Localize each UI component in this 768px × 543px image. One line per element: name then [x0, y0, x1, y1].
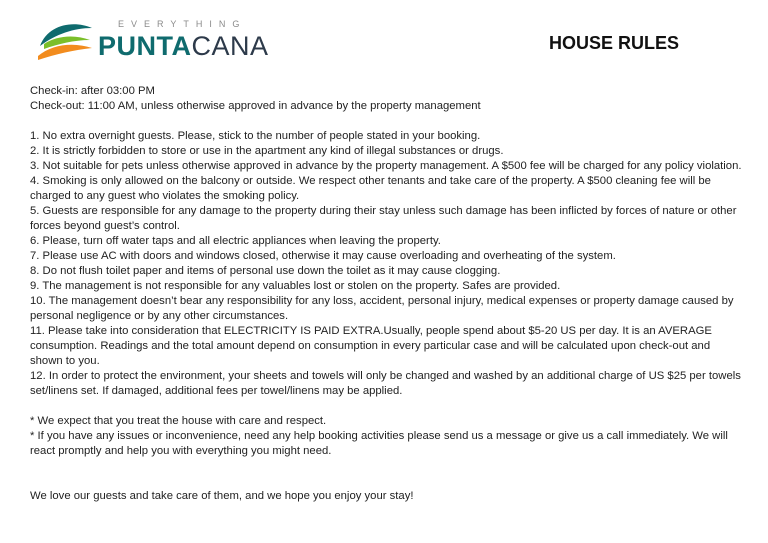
- rule-item: 1. No extra overnight guests. Please, stick to the number of people stated in your booking.: [30, 130, 481, 142]
- logo: [34, 16, 269, 66]
- rules-document: [30, 84, 742, 504]
- logo-brand: [98, 31, 269, 61]
- logo-emblem-icon: [34, 16, 96, 66]
- rule-item: 9. The management is not responsible for any valuables lost or stolen on the property. Safes are provided.: [30, 280, 561, 292]
- logo-top-text: EVERYTHING: [118, 19, 247, 29]
- rule-item: 11. Please take into consideration that ELECTRICITY IS PAID EXTRA.Usually, people spend about $5-20 US per day. It is an AVERAGE consumption. Readings and the total amount depend on consumption in every particular case and will be calculated upon check-out and shown to you.: [30, 325, 712, 367]
- rule-item: 3. Not suitable for pets unless otherwise approved in advance by the property management. A $500 fee will be charged for any policy violation.: [30, 160, 742, 172]
- rule-item: 8. Do not flush toilet paper and items of personal use down the toilet as it may cause clogging.: [30, 265, 501, 277]
- note-item: * We expect that you treat the house with care and respect.: [30, 415, 327, 427]
- page-title: HOUSE RULES: [549, 33, 680, 53]
- rule-item: 2. It is strictly forbidden to store or use in the apartment any kind of illegal substances or drugs.: [30, 145, 504, 157]
- rule-item: 7. Please use AC with doors and windows closed, otherwise it may cause overloading and overheating of the system.: [30, 250, 616, 262]
- logo-brand-cana: CANA: [191, 31, 269, 61]
- rule-item: 5. Guests are responsible for any damage to the property during their stay unless such damage has been inflicted by forces of nature or other forces beyond guest’s control.: [30, 205, 737, 232]
- rule-item: 10. The management doesn’t bear any responsibility for any loss, accident, personal injury, medical expenses or property damage caused by personal negligence or by any other circumstances.: [30, 295, 734, 322]
- closing-text: We love our guests and take care of them, and we hope you enjoy your stay!: [30, 490, 414, 502]
- note-item: * If you have any issues or inconvenience, need any help booking activities please send us a message or give us a call immediately. We will react promptly and help you with everything you might need.: [30, 430, 728, 457]
- rule-item: 4. Smoking is only allowed on the balcony or outside. We respect other tenants and take care of the property. A $500 cleaning fee will be charged to any guest who violates the smoking policy.: [30, 175, 711, 202]
- checkin-text: Check-in: after 03:00 PM: [30, 85, 155, 97]
- logo-brand-punta: PUNTA: [98, 31, 192, 61]
- checkout-text: Check-out: 11:00 AM, unless otherwise approved in advance by the property management: [30, 100, 481, 112]
- rule-item: 6. Please, turn off water taps and all electric appliances when leaving the property.: [30, 235, 441, 247]
- rule-item: 12. In order to protect the environment, your sheets and towels will only be changed and washed by an additional charge of US $25 per towels set/linens set. If damaged, additional fees per towel/linens may be applied.: [30, 370, 741, 397]
